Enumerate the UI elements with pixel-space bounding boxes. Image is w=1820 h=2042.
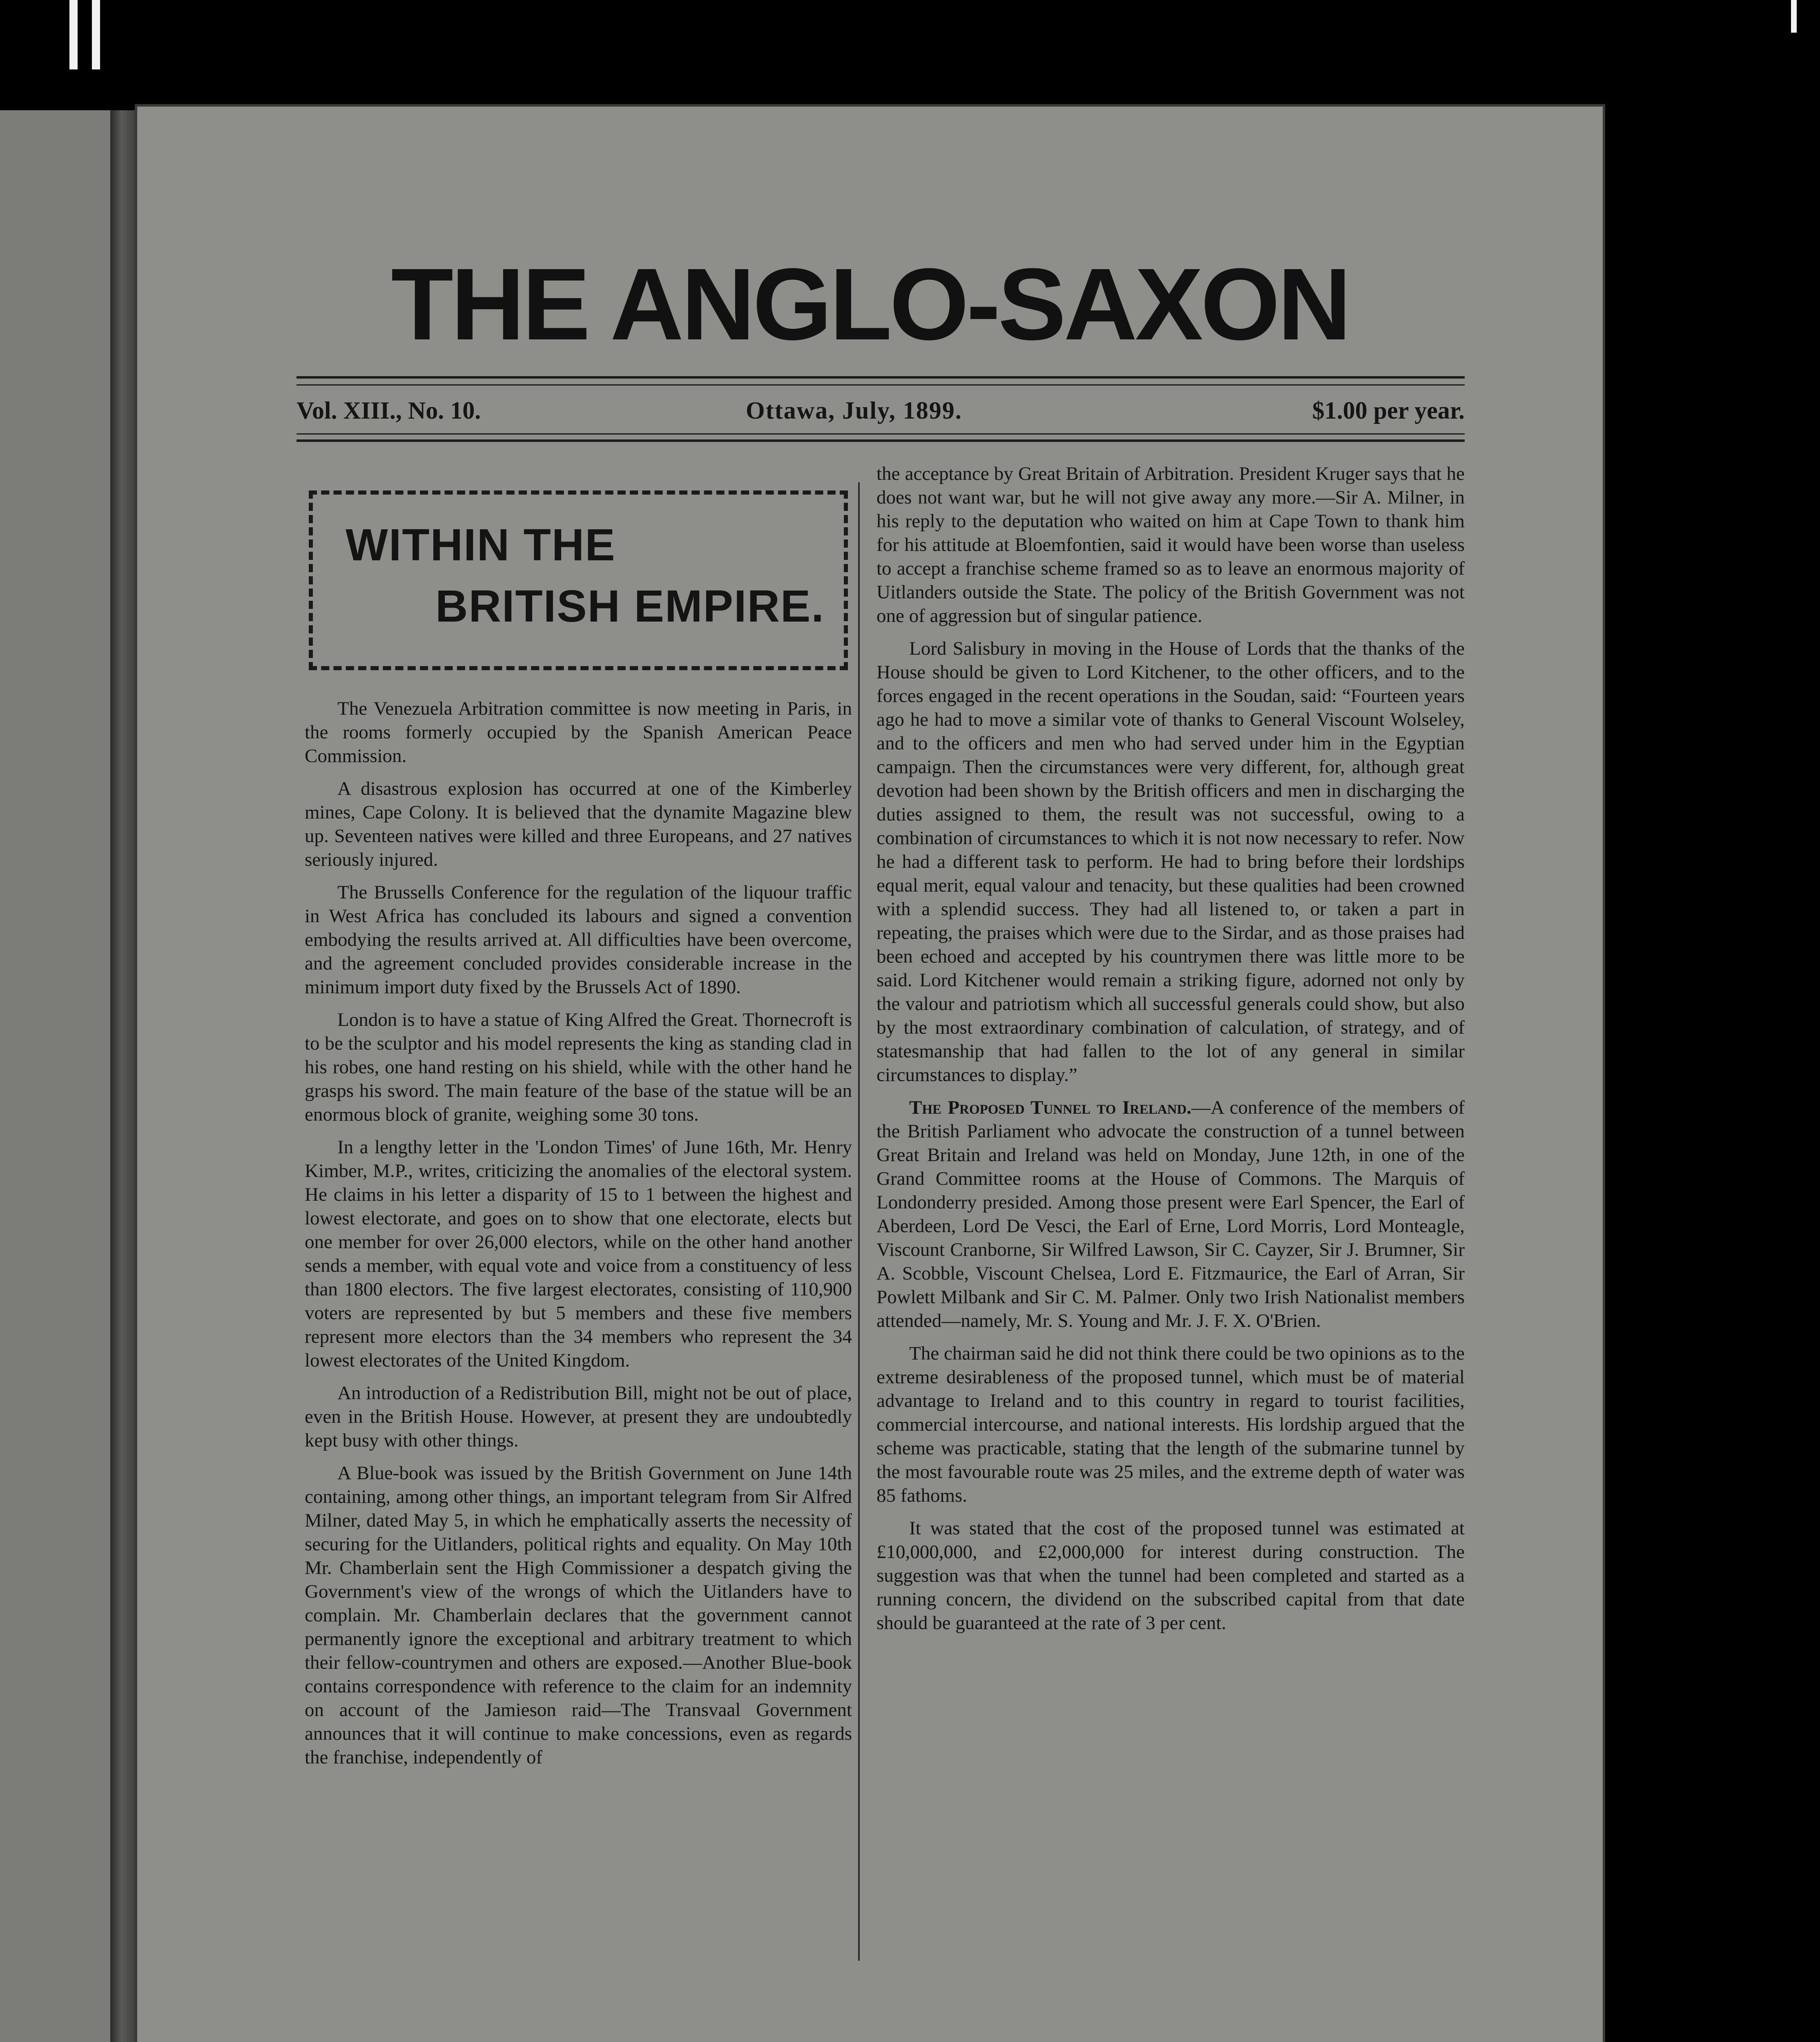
right-column <box>877 462 1465 1644</box>
article-paragraph: The Brussells Conference for the regulation of the liquour traffic in West Africa has concluded its labours and signed a convention embodying the results arrived at. All difficulties have been overcome, and the agreement concluded provides considerable increase in the minimum import duty fixed by the Brussels Act of 1890. <box>305 882 852 998</box>
facing-page-edge <box>0 110 123 2042</box>
article-text: —A conference of the members of the British Parliament who advocate the construction of a tunnel between Great Britain and Ireland was held on Monday, June 12th, in one of the Grand Committee rooms at the House of Commons. The Marquis of Londonderry presided. Among those present were Earl Spencer, the Earl of Aberdeen, Lord De Vesci, the Earl of Erne, Lord Morris, Lord Monteagle, Viscount Cranborne, Sir Wilfred Lawson, Sir C. Cayzer, Sir J. Brumner, Sir A. Scobble, Viscount Chelsea, Lord E. Fitzmaurice, the Earl of Arran, Sir Powlett Milbank and Sir C. M. Palmer. Only two Irish Nationalist members attended—namely, Mr. S. Young and Mr. J. F. X. O'Brien. <box>877 1097 1465 1331</box>
rule-top-thin <box>297 384 1465 386</box>
column-divider <box>858 482 860 1961</box>
banner-heading-line1: WITHIN THE <box>346 520 616 570</box>
banner-heading-line2: BRITISH EMPIRE. <box>435 581 825 631</box>
article-paragraph: The Venezuela Arbitration committee is now meeting in Paris, in the rooms formerly occupied by the Spanish American Peace Commission. <box>305 698 852 767</box>
article-paragraph: the acceptance by Great Britain of Arbitration. President Kruger says that he does not want war, but he will not give away any more.—Sir A. Milner, in his reply to the deputation who waited on him at Cape Town to thank him for his attitude at Bloemfontien, said it would have been worse than useless to accept a franchise scheme framed so as to leave an enormous majority of Uitlanders outside the State. The policy of the British Government was not one of aggression but of singular patience. <box>877 463 1465 626</box>
volume-number: Vol. XIII., No. 10. <box>297 397 481 424</box>
rule-bottom-thick <box>297 439 1465 442</box>
rule-bottom <box>297 433 1465 435</box>
film-edge-mark <box>92 0 100 69</box>
article-paragraph: In a lengthy letter in the 'London Times' of June 16th, Mr. Henry Kimber, M.P., writes, criticizing the anomalies of the electoral system. He claims in his letter a disparity of 15 to 1 between the highest and lowest electorate, and goes on to show that one electorate, elects but one member for over 26,000 electors, while on the other hand another sends a member, with equal vote and voice from a constituency of less than 1800 electors. The five largest electorates, consisting of 110,900 voters are represented by but 5 members and these five members represent more electors than the 34 members who represent the 34 lowest electorates of the United Kingdom. <box>305 1137 852 1371</box>
article-paragraph: It was stated that the cost of the proposed tunnel was estimated at £10,000,000, and £2,000,000 for interest during construction. The suggestion was that when the tunnel had been completed and started as a running concern, the dividend on the subscribed capital from that date should be guaranteed at the rate of 3 per cent. <box>877 1518 1465 1634</box>
rule-top <box>297 376 1465 379</box>
section-banner <box>309 490 848 670</box>
article-heading: The Proposed Tunnel to Ireland. <box>909 1097 1191 1118</box>
article-paragraph: An introduction of a Redistribution Bill, might not be out of place, even in the British House. However, at present they are undoubtedly kept busy with other things. <box>305 1382 852 1451</box>
article-paragraph: The chairman said he did not think there could be two opinions as to the extreme desirableness of the proposed tunnel, which must be of material advantage to Ireland and to this country in regard to tourist facilities, commercial intercourse, and national interests. His lordship argued that the scheme was practicable, stating that the length of the submarine tunnel by the most favourable route was 25 miles, and the extreme depth of water was 85 fathoms. <box>877 1343 1465 1506</box>
newspaper-page <box>135 104 1605 2042</box>
article-paragraph: A Blue-book was issued by the British Government on June 14th containing, among other things, an important telegram from Sir Alfred Milner, dated May 5, in which he emphatically asserts the necessity of securing for the Uitlanders, political rights and equality. On May 10th Mr. Chamberlain sent the High Commissioner a despatch giving the Government's view of the wrongs of which the Uitlanders have to complain. Mr. Chamberlain declares that the government cannot permanently ignore the exceptional and arbitrary treatment to which their fellow-countrymen and others are exposed.—Another Blue-book contains correspondence with reference to the claim for an indemnity on account of the Jamieson raid—The Transvaal Government announces that it will continue to make concessions, even as regards the franchise, independently of <box>305 1462 852 1768</box>
left-column <box>305 697 852 1778</box>
film-edge-mark <box>69 0 78 69</box>
film-edge-mark <box>1791 0 1797 33</box>
article-paragraph: A disastrous explosion has occurred at one of the Kimberley mines, Cape Colony. It is believed that the dynamite Magazine blew up. Seventeen natives were killed and three Europeans, and 27 natives seriously injured. <box>305 778 852 870</box>
article-paragraph: Lord Salisbury in moving in the House of Lords that the thanks of the House should be given to Lord Kitchener, to the other officers, and to the forces engaged in the recent operations in the Soudan, said: “Fourteen years ago he had to move a similar vote of thanks to General Viscount Wolseley, and to the officers and men who had served under him in the Egyptian campaign. Then the circumstances were very different, for, although great devotion had been shown by the British officers and men in discharging the duties assigned to them, the result was not successful, owing to a combination of circumstances to which it is not now necessary to refer. Now he had a different task to perform. He had to bring before their lordships equal merit, equal valour and tenacity, but these qualities had been crowned with a splendid success. They had all listened to, or taken a part in repeating, the praises which were due to the Sirdar, and as those praises had been echoed and accepted by his countrymen there was little more to be said. Lord Kitchener would remain a striking figure, adorned not only by the valour and patriotism which all successful generals could show, but also by the most extraordinary combination of calculation, of strategy, and of statesmanship that had fallen to the lot of any general in similar circumstances to display.” <box>877 638 1465 1086</box>
place-date: Ottawa, July, 1899. <box>746 397 962 424</box>
subscription-price: $1.00 per year. <box>1312 397 1465 424</box>
article-paragraph: London is to have a statue of King Alfred the Great. Thornecroft is to be the sculptor and his model represents the king as standing clad in his robes, one hand resting on his shield, while with the other hand he grasps his sword. The main feature of the base of the statue will be an enormous block of granite, weighing some 30 tons. <box>305 1009 852 1125</box>
masthead-title: THE ANGLO-SAXON <box>391 247 1349 361</box>
article-paragraph <box>877 1096 1465 1333</box>
